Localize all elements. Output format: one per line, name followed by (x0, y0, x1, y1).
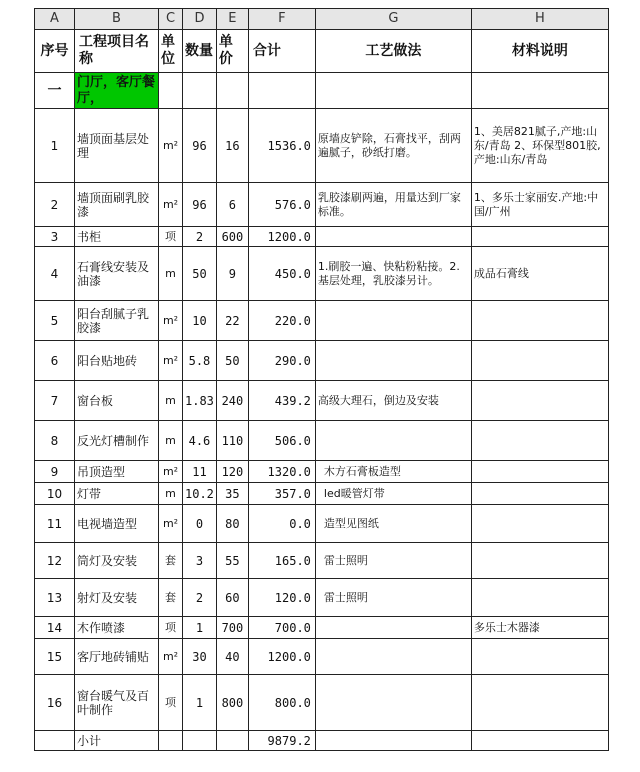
empty-cell[interactable] (315, 731, 471, 751)
row-total[interactable]: 1536.0 (248, 109, 315, 183)
row-qty[interactable]: 5.8 (183, 341, 217, 381)
table-row (35, 543, 609, 579)
row-unit[interactable]: m² (159, 505, 183, 543)
row-unit[interactable]: m (159, 421, 183, 461)
table-row (35, 421, 609, 461)
row-total[interactable]: 1320.0 (248, 461, 315, 483)
row-price[interactable]: 6 (216, 183, 248, 227)
row-qty[interactable]: 1 (183, 617, 217, 639)
column-letter[interactable]: F (248, 9, 315, 30)
row-process[interactable] (315, 301, 471, 341)
row-price[interactable]: 800 (216, 675, 248, 731)
row-material[interactable] (471, 301, 608, 341)
table-row (35, 301, 609, 341)
empty-cell[interactable] (183, 731, 217, 751)
row-total[interactable]: 357.0 (248, 483, 315, 505)
row-price[interactable]: 600 (216, 227, 248, 247)
header-process[interactable]: 工艺做法 (315, 30, 471, 73)
empty-cell[interactable] (471, 731, 608, 751)
row-unit[interactable]: 项 (159, 227, 183, 247)
row-process[interactable] (315, 341, 471, 381)
row-item[interactable]: 窗台板 (75, 381, 159, 421)
row-unit[interactable]: 项 (159, 617, 183, 639)
row-total[interactable]: 800.0 (248, 675, 315, 731)
subtotal-label[interactable]: 小计 (75, 731, 159, 751)
row-seq[interactable]: 10 (35, 483, 75, 505)
row-item[interactable]: 窗台暖气及百叶制作 (75, 675, 159, 731)
row-item[interactable]: 石膏线安装及油漆 (75, 247, 159, 301)
row-process[interactable] (315, 421, 471, 461)
row-item[interactable]: 灯带 (75, 483, 159, 505)
row-seq[interactable]: 11 (35, 505, 75, 543)
table-row (35, 109, 609, 183)
row-price[interactable]: 700 (216, 617, 248, 639)
row-material[interactable] (471, 461, 608, 483)
row-unit[interactable]: m² (159, 461, 183, 483)
empty-cell[interactable] (183, 73, 217, 109)
row-process[interactable]: 乳胶漆刷两遍，用量达到厂家标准。 (315, 183, 471, 227)
row-process[interactable]: 雷士照明 (315, 579, 471, 617)
column-letter[interactable]: H (471, 9, 608, 30)
row-item[interactable]: 客厅地砖铺贴 (75, 639, 159, 675)
row-qty[interactable]: 96 (183, 183, 217, 227)
row-process[interactable]: 高级大理石，倒边及安装 (315, 381, 471, 421)
table-row (35, 579, 609, 617)
section-name[interactable]: 门厅，客厅餐厅， (75, 73, 159, 109)
row-price[interactable]: 40 (216, 639, 248, 675)
table-row (35, 483, 609, 505)
row-process[interactable] (315, 639, 471, 675)
row-unit[interactable]: m² (159, 109, 183, 183)
quote-table (34, 8, 609, 751)
table-row (35, 227, 609, 247)
column-letter-row (35, 9, 609, 30)
row-material[interactable] (471, 341, 608, 381)
row-material[interactable] (471, 381, 608, 421)
header-total[interactable]: 合计 (248, 30, 315, 73)
row-qty[interactable]: 2 (183, 227, 217, 247)
row-total[interactable]: 439.2 (248, 381, 315, 421)
row-unit[interactable]: m (159, 483, 183, 505)
row-qty[interactable]: 11 (183, 461, 217, 483)
row-material[interactable]: 1、美居821腻子,产地:山东/青岛 2、环保型801胶,产地:山东/青岛 (471, 109, 608, 183)
row-seq[interactable]: 7 (35, 381, 75, 421)
row-unit[interactable]: 项 (159, 675, 183, 731)
row-material[interactable] (471, 421, 608, 461)
subtotal-value[interactable]: 9879.2 (248, 731, 315, 751)
header-qty[interactable]: 数量 (183, 30, 217, 73)
row-total[interactable]: 290.0 (248, 341, 315, 381)
column-letter[interactable]: C (159, 9, 183, 30)
row-price[interactable]: 50 (216, 341, 248, 381)
table-row (35, 341, 609, 381)
header-price[interactable]: 单价 (216, 30, 248, 73)
row-total[interactable]: 165.0 (248, 543, 315, 579)
row-seq[interactable]: 15 (35, 639, 75, 675)
row-process[interactable] (315, 227, 471, 247)
empty-cell[interactable] (159, 73, 183, 109)
row-price[interactable]: 60 (216, 579, 248, 617)
row-item[interactable]: 射灯及安装 (75, 579, 159, 617)
table-row (35, 183, 609, 227)
row-qty[interactable]: 10.2 (183, 483, 217, 505)
row-seq[interactable]: 8 (35, 421, 75, 461)
row-qty[interactable]: 0 (183, 505, 217, 543)
row-seq[interactable]: 16 (35, 675, 75, 731)
empty-cell[interactable] (159, 731, 183, 751)
row-item[interactable]: 书柜 (75, 227, 159, 247)
header-material[interactable]: 材料说明 (471, 30, 608, 73)
row-seq[interactable]: 5 (35, 301, 75, 341)
row-item[interactable]: 吊顶造型 (75, 461, 159, 483)
row-process[interactable] (315, 675, 471, 731)
row-price[interactable]: 22 (216, 301, 248, 341)
row-seq[interactable]: 9 (35, 461, 75, 483)
row-qty[interactable]: 10 (183, 301, 217, 341)
empty-cell[interactable] (216, 73, 248, 109)
row-item[interactable]: 筒灯及安装 (75, 543, 159, 579)
row-process[interactable] (315, 617, 471, 639)
row-item[interactable]: 墙顶面基层处理 (75, 109, 159, 183)
row-seq[interactable]: 3 (35, 227, 75, 247)
row-qty[interactable]: 4.6 (183, 421, 217, 461)
row-process[interactable]: 雷士照明 (315, 543, 471, 579)
row-seq[interactable]: 6 (35, 341, 75, 381)
row-material[interactable] (471, 579, 608, 617)
row-total[interactable]: 506.0 (248, 421, 315, 461)
row-seq[interactable]: 14 (35, 617, 75, 639)
row-material[interactable] (471, 543, 608, 579)
row-total[interactable]: 0.0 (248, 505, 315, 543)
empty-cell[interactable] (216, 731, 248, 751)
row-item[interactable]: 反光灯槽制作 (75, 421, 159, 461)
table-row (35, 617, 609, 639)
row-qty[interactable]: 3 (183, 543, 217, 579)
column-letter[interactable]: B (75, 9, 159, 30)
row-total[interactable]: 700.0 (248, 617, 315, 639)
row-qty[interactable]: 1 (183, 675, 217, 731)
row-price[interactable]: 16 (216, 109, 248, 183)
section-seq[interactable]: 一 (35, 73, 75, 109)
row-material[interactable] (471, 483, 608, 505)
row-item[interactable]: 墙顶面刷乳胶漆 (75, 183, 159, 227)
row-seq[interactable]: 12 (35, 543, 75, 579)
column-letter[interactable]: G (315, 9, 471, 30)
row-price[interactable]: 55 (216, 543, 248, 579)
row-total[interactable]: 1200.0 (248, 639, 315, 675)
column-letter[interactable]: A (35, 9, 75, 30)
header-unit[interactable]: 单位 (159, 30, 183, 73)
row-total[interactable]: 1200.0 (248, 227, 315, 247)
row-seq[interactable]: 13 (35, 579, 75, 617)
row-qty[interactable]: 2 (183, 579, 217, 617)
empty-cell[interactable] (35, 731, 75, 751)
row-total[interactable]: 220.0 (248, 301, 315, 341)
row-seq[interactable]: 1 (35, 109, 75, 183)
row-process[interactable]: 造型见图纸 (315, 505, 471, 543)
row-qty[interactable]: 30 (183, 639, 217, 675)
row-unit[interactable]: 套 (159, 579, 183, 617)
row-price[interactable]: 110 (216, 421, 248, 461)
row-process[interactable]: 木方石膏板造型 (315, 461, 471, 483)
row-unit[interactable]: m (159, 247, 183, 301)
row-material[interactable]: 成品石膏线 (471, 247, 608, 301)
header-row (35, 30, 609, 73)
table-row (35, 675, 609, 731)
table-row (35, 639, 609, 675)
empty-cell[interactable] (248, 73, 315, 109)
row-unit[interactable]: 套 (159, 543, 183, 579)
row-price[interactable]: 80 (216, 505, 248, 543)
row-total[interactable]: 576.0 (248, 183, 315, 227)
row-unit[interactable]: m² (159, 183, 183, 227)
row-price[interactable]: 120 (216, 461, 248, 483)
row-material[interactable]: 1、多乐士家丽安.产地:中国/广州 (471, 183, 608, 227)
row-material[interactable]: 多乐士木器漆 (471, 617, 608, 639)
row-material[interactable] (471, 639, 608, 675)
row-unit[interactable]: m (159, 381, 183, 421)
empty-cell[interactable] (471, 73, 608, 109)
row-process[interactable]: 原墙皮铲除，石膏找平，刮两遍腻子，砂纸打磨。 (315, 109, 471, 183)
row-material[interactable] (471, 227, 608, 247)
row-price[interactable]: 9 (216, 247, 248, 301)
column-letter[interactable]: E (216, 9, 248, 30)
table-row (35, 381, 609, 421)
row-material[interactable] (471, 675, 608, 731)
row-unit[interactable]: m² (159, 341, 183, 381)
quote-spreadsheet (34, 8, 609, 751)
row-total[interactable]: 450.0 (248, 247, 315, 301)
row-process[interactable]: 1.刷胶一遍、快粘粉粘接。2.基层处理，乳胶漆另计。 (315, 247, 471, 301)
row-total[interactable]: 120.0 (248, 579, 315, 617)
row-seq[interactable]: 2 (35, 183, 75, 227)
row-qty[interactable]: 50 (183, 247, 217, 301)
row-qty[interactable]: 96 (183, 109, 217, 183)
row-item[interactable]: 电视墙造型 (75, 505, 159, 543)
row-material[interactable] (471, 505, 608, 543)
header-seq[interactable]: 序号 (35, 30, 75, 73)
subtotal-row (35, 731, 609, 751)
table-row (35, 461, 609, 483)
table-row (35, 505, 609, 543)
empty-cell[interactable] (315, 73, 471, 109)
row-item[interactable]: 阳台贴地砖 (75, 341, 159, 381)
column-letter[interactable]: D (183, 9, 217, 30)
row-qty[interactable]: 1.83 (183, 381, 217, 421)
row-item[interactable]: 阳台刮腻子乳胶漆 (75, 301, 159, 341)
section-row (35, 73, 609, 109)
row-item[interactable]: 木作喷漆 (75, 617, 159, 639)
row-price[interactable]: 240 (216, 381, 248, 421)
row-unit[interactable]: m² (159, 301, 183, 341)
row-process[interactable]: led暖管灯带 (315, 483, 471, 505)
row-price[interactable]: 35 (216, 483, 248, 505)
row-seq[interactable]: 4 (35, 247, 75, 301)
table-row (35, 247, 609, 301)
header-item[interactable]: 工程项目名称 (75, 30, 159, 73)
row-unit[interactable]: m² (159, 639, 183, 675)
